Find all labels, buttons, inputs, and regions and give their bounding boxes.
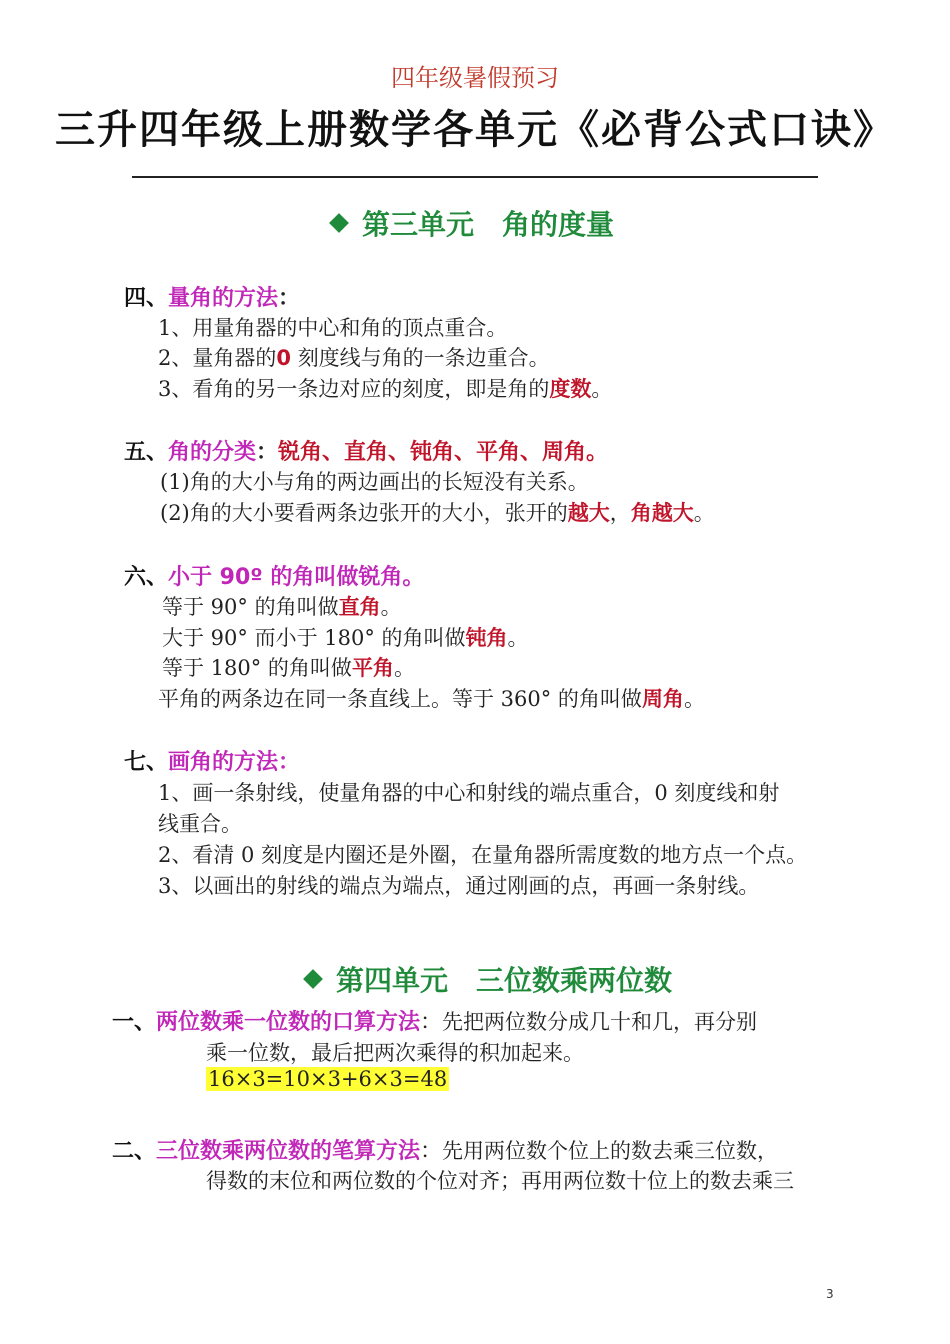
section-4-line-3-b: 。 xyxy=(591,377,613,401)
unit4-section-2-colon: ： xyxy=(420,1139,443,1164)
section-4-title: 量角的方法 xyxy=(168,286,279,311)
section-6-line-4-red: 周角 xyxy=(641,687,684,711)
unit4-section-1-cont: 乘一位数，最后把两次乘得的积加起来。 xyxy=(206,1041,584,1065)
diamond-bullet-icon xyxy=(303,969,323,989)
unit4-section-2-cont: 得数的末位和两位数的个位对齐；再用两位数十位上的数去乘三 xyxy=(206,1169,794,1193)
section-7-title: 画角的方法： xyxy=(168,750,301,775)
section-6-line-1-a: 等于 90° 的角叫做 xyxy=(162,595,339,619)
section-5-line-2-a: (2)角的大小要看两条边张开的大小，张开的 xyxy=(160,501,568,525)
section-5-line-2-red-1: 越大 xyxy=(567,501,610,525)
unit4-section-1-title: 两位数乘一位数的口算方法 xyxy=(156,1010,421,1035)
section-4-colon: ： xyxy=(278,286,301,311)
section-5-line-2-b: 。 xyxy=(693,501,715,525)
section-6-line-2 xyxy=(162,622,529,652)
section-6-line-3-a: 等于 180° 的角叫做 xyxy=(162,656,352,680)
unit3-title: 第三单元 xyxy=(362,208,475,241)
example-formula: 16×3=10×3+6×3=48 xyxy=(208,1067,448,1091)
header-label: 四年级暑假预习 xyxy=(391,64,559,92)
section-4-line-3-red: 度数 xyxy=(549,377,592,401)
section-6-line-4-a: 平角的两条边在同一条直线上。等于 360° 的角叫做 xyxy=(158,687,642,711)
unit4-section-1-number: 一、 xyxy=(112,1010,157,1035)
unit4-section-1-example xyxy=(206,1067,449,1091)
unit4-section-1-text: 先把两位数分成几十和几，再分别 xyxy=(442,1010,758,1034)
section-4-line-3 xyxy=(158,373,612,403)
section-4-number: 四、 xyxy=(124,286,169,311)
section-6-number: 六、 xyxy=(124,565,169,590)
section-4-line-2 xyxy=(158,342,550,372)
section-7-line-1: 1、画一条射线，使量角器的中心和射线的端点重合，0 刻度线和射 xyxy=(158,781,780,805)
page-title: 三升四年级上册数学各单元《必背公式口诀》 xyxy=(55,106,895,153)
section-6-line-2-red: 钝角 xyxy=(465,626,508,650)
section-4-line-2-a: 2、量角器的 xyxy=(158,346,277,370)
unit4-section-2-heading xyxy=(112,1134,778,1165)
section-4-line-3-a: 3、看角的另一条边对应的刻度，即是角的 xyxy=(158,377,550,401)
section-5-line-2-red-2: 角越大 xyxy=(630,501,694,525)
unit4-section-1-heading xyxy=(112,1005,757,1036)
unit4-title: 第四单元 xyxy=(336,964,449,997)
unit4-section-1-colon: ： xyxy=(420,1010,443,1035)
section-5-heading xyxy=(124,435,608,466)
section-4-line-2-zero: 0 xyxy=(276,346,291,370)
section-5-line-1: (1)角的大小与角的两边画出的长短没有关系。 xyxy=(160,470,589,494)
section-6-line-1 xyxy=(162,591,402,621)
section-6-line-4-b: 。 xyxy=(683,687,705,711)
section-4-line-2-b: 刻度线与角的一条边重合。 xyxy=(297,346,550,370)
section-6-line-3-red: 平角 xyxy=(351,656,394,680)
title-divider xyxy=(132,176,818,178)
section-5-types: 锐角、直角、钝角、平角、周角。 xyxy=(278,440,609,465)
section-6-line-2-a: 大于 90° 而小于 180° 的角叫做 xyxy=(162,626,466,650)
section-5-line-2 xyxy=(160,497,715,527)
section-5-number: 五、 xyxy=(124,440,169,465)
unit4-section-2-number: 二、 xyxy=(112,1139,157,1164)
section-6-line-1-red: 直角 xyxy=(338,595,381,619)
unit3-heading xyxy=(332,203,614,243)
section-7-line-2: 2、看清 0 刻度是内圈还是外圈，在量角器所需度数的地方点一个点。 xyxy=(158,843,808,867)
section-7-heading xyxy=(124,745,300,776)
section-7-line-1-cont: 线重合。 xyxy=(158,812,242,836)
section-5-colon: ： xyxy=(256,440,279,465)
unit4-section-2-title: 三位数乘两位数的笔算方法 xyxy=(156,1139,421,1164)
section-5-title: 角的分类 xyxy=(168,440,257,465)
unit4-heading xyxy=(306,959,672,999)
section-4-line-1: 1、用量角器的中心和角的顶点重合。 xyxy=(158,316,508,340)
section-6-line-3 xyxy=(162,652,415,682)
section-6-heading xyxy=(124,560,424,591)
section-7-number: 七、 xyxy=(124,750,169,775)
section-7-line-3: 3、以画出的射线的端点为端点，通过刚画的点，再画一条射线。 xyxy=(158,874,760,898)
diamond-bullet-icon xyxy=(329,213,349,233)
section-6-line-4 xyxy=(158,683,705,713)
unit3-subtitle: 角的度量 xyxy=(502,208,615,241)
section-4-heading xyxy=(124,281,300,312)
page-number: 3 xyxy=(826,1287,834,1301)
section-6-title: 小于 90º 的角叫做锐角。 xyxy=(168,565,425,590)
section-6-line-3-b: 。 xyxy=(393,656,415,680)
unit4-section-2-text: 先用两位数个位上的数去乘三位数， xyxy=(442,1139,779,1163)
section-5-line-2-sep: ， xyxy=(609,501,631,525)
section-6-line-1-b: 。 xyxy=(380,595,402,619)
unit4-subtitle: 三位数乘两位数 xyxy=(476,964,673,997)
section-6-line-2-b: 。 xyxy=(507,626,529,650)
